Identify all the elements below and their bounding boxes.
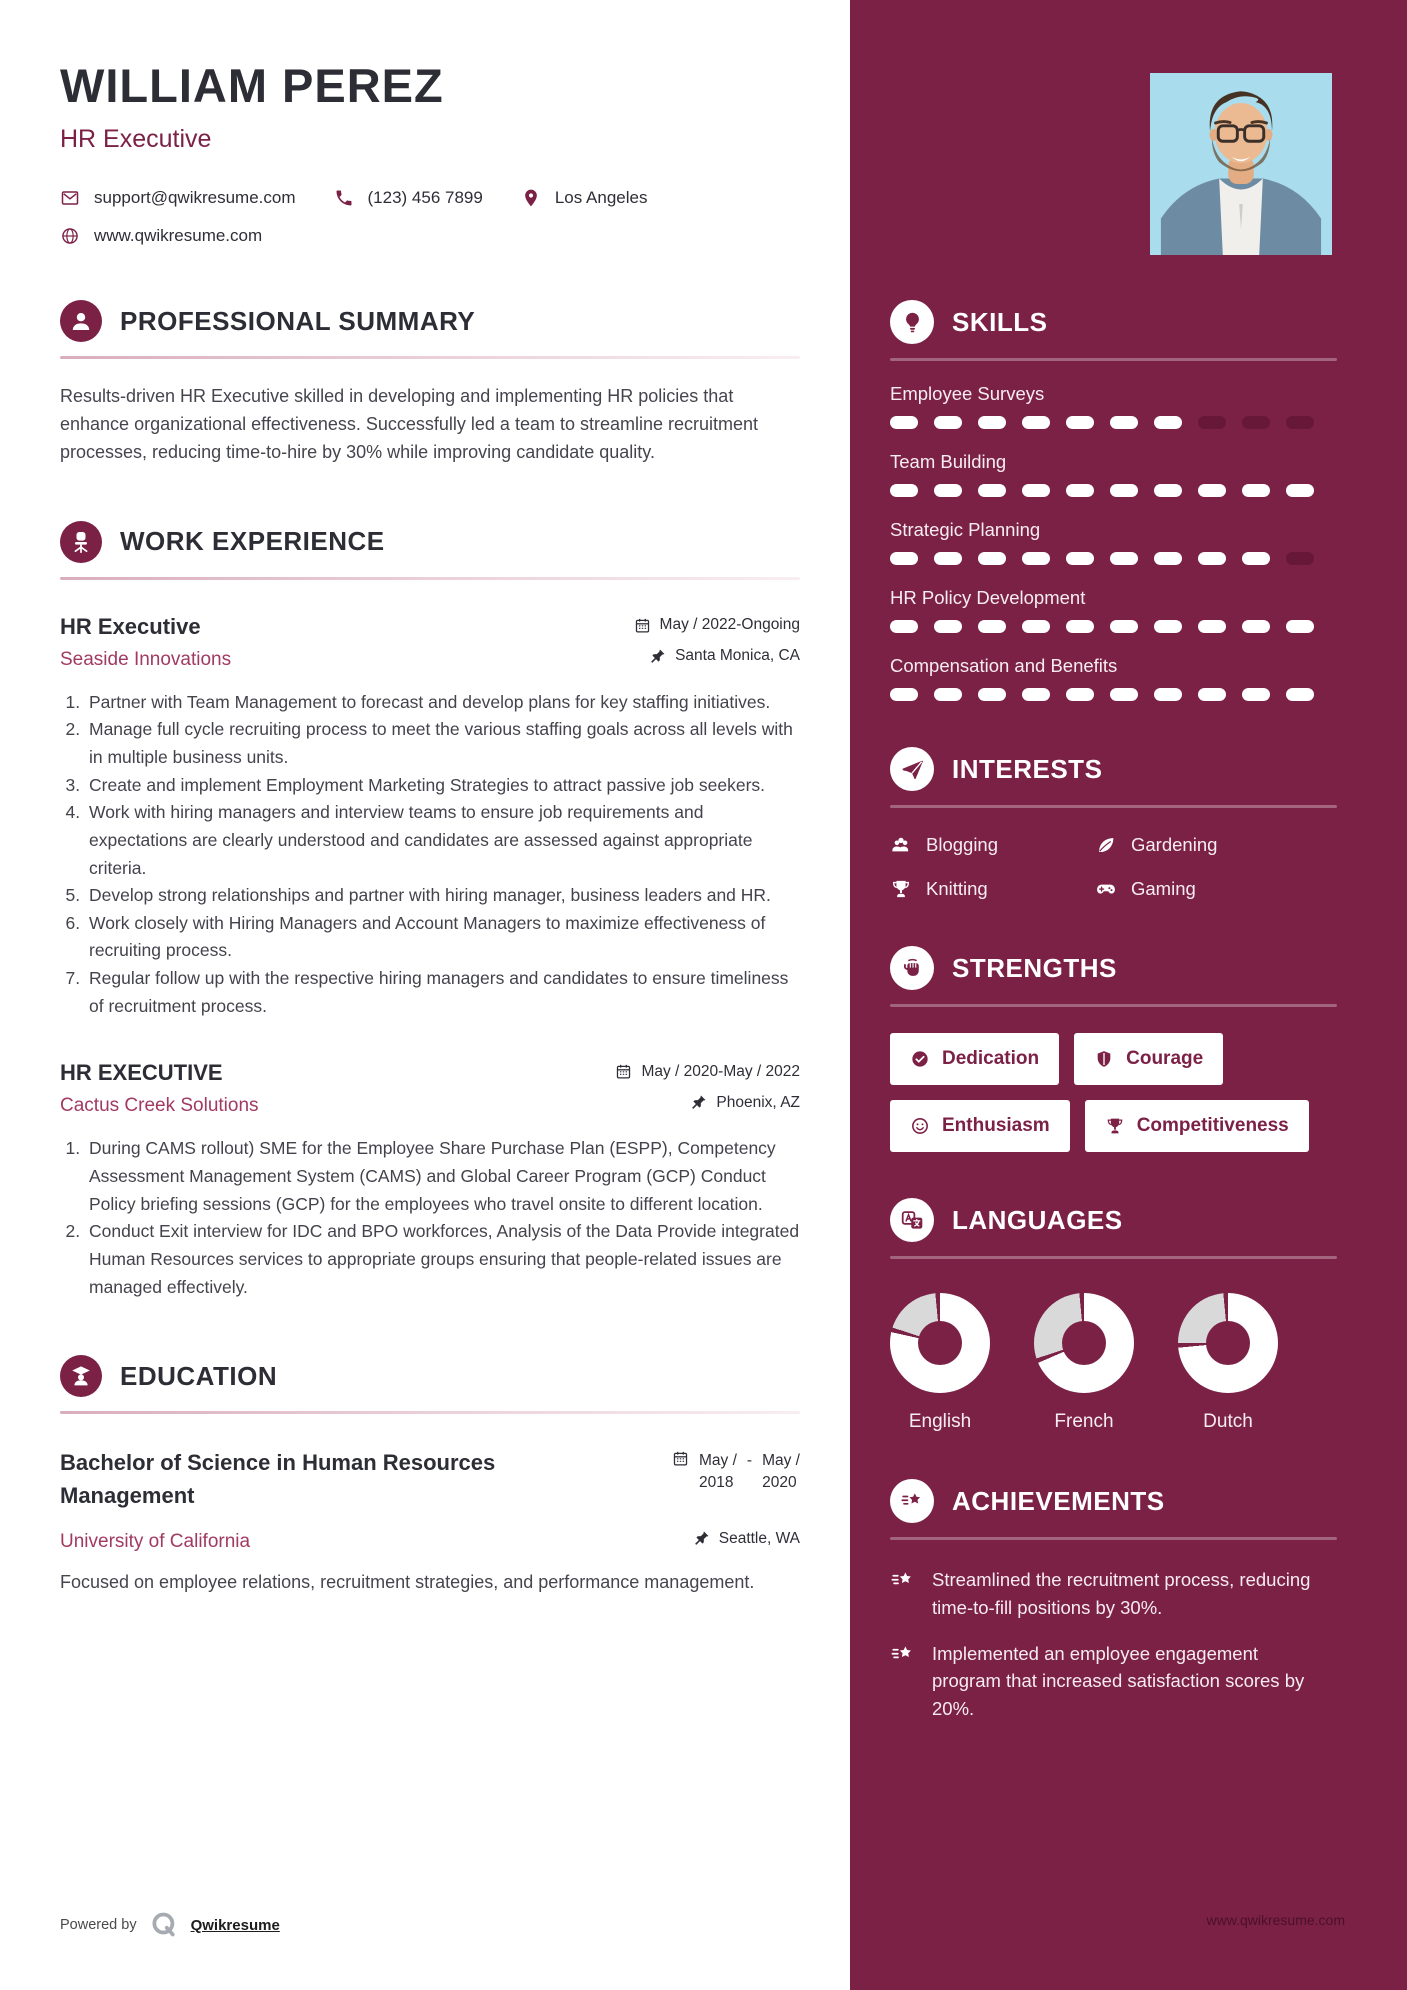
section-title: WORK EXPERIENCE (120, 526, 385, 557)
user-icon (60, 300, 102, 342)
gamepad-icon (1095, 878, 1117, 900)
education-description: Focused on employee relations, recruitment strategies, and performance management. (60, 1572, 755, 1593)
skill-level-dash (1154, 484, 1182, 497)
section-title: INTERESTS (952, 753, 1103, 784)
job-entry (60, 614, 800, 1021)
calendar-icon (672, 1450, 689, 1467)
job-location-text: Santa Monica, CA (675, 647, 800, 665)
interest-label: Gardening (1131, 834, 1218, 855)
skill-level-dash (1242, 620, 1270, 633)
job-bullet: 4. Work with hiring managers and interview teams to ensure job requirements and expectations are clearly understood and candidates are assessed against appropriate criteria. (85, 799, 800, 882)
skill-row (890, 519, 1337, 565)
contact-item-location (521, 188, 648, 208)
job-title: HR EXECUTIVE (60, 1060, 223, 1086)
language-item (1034, 1293, 1134, 1433)
skill-level-dash (1066, 620, 1094, 633)
skill-level-dash (1198, 552, 1226, 565)
job-bullet: 5. Develop strong relationships and partner with hiring manager, business leaders and HR. (85, 882, 800, 910)
summary-text: Results-driven HR Executive skilled in developing and implementing HR policies that enhance organizational effectiveness. Successfully led a team to streamline recruitment processes, reducing time-to-hire by 30% while improving candidate quality. (60, 386, 759, 462)
language-donut (1178, 1293, 1278, 1393)
graduate-icon (60, 1355, 102, 1397)
section-title: EDUCATION (120, 1360, 278, 1391)
job-location-text: Phoenix, AZ (716, 1093, 800, 1111)
sidebar (850, 0, 1407, 1990)
pushpin-icon (649, 648, 666, 665)
skill-level-dash (1022, 552, 1050, 565)
office-chair-icon (60, 521, 102, 563)
section-work-experience (60, 521, 800, 1302)
interest-item (1095, 878, 1337, 900)
skill-level-dash (1154, 416, 1182, 429)
language-label: French (1054, 1411, 1114, 1432)
calendar-icon (634, 617, 651, 634)
skill-label: Compensation and Benefits (890, 655, 1118, 676)
job-entry (60, 1060, 800, 1301)
pushpin-icon (693, 1530, 710, 1547)
qwikresume-logo-icon (149, 1910, 179, 1940)
email-icon (60, 188, 80, 208)
users-icon (890, 834, 912, 856)
contact-item-email (60, 188, 296, 208)
job-location (690, 1094, 800, 1112)
skill-level-dash (890, 484, 918, 497)
section-title: ACHIEVEMENTS (952, 1485, 1165, 1516)
company-name: Seaside Innovations (60, 648, 232, 670)
section-divider (890, 1004, 1337, 1007)
job-date-text: May / 2022-Ongoing (659, 616, 800, 634)
section-professional-summary (60, 300, 800, 467)
skill-level-dash (890, 688, 918, 701)
section-header (60, 521, 800, 563)
skill-label: Employee Surveys (890, 383, 1045, 404)
strength-list (890, 1033, 1337, 1152)
section-divider (890, 805, 1337, 808)
contact-text[interactable]: support@qwikresume.com (94, 188, 296, 207)
skill-level-dash (890, 416, 918, 429)
achievement-text: Streamlined the recruitment process, reducing time-to-fill positions by 30%. (932, 1569, 1311, 1618)
section-title: PROFESSIONAL SUMMARY (120, 305, 476, 336)
achievement-list (890, 1566, 1337, 1723)
skill-level-dash (1110, 688, 1138, 701)
strength-label: Enthusiasm (942, 1115, 1050, 1136)
school-name: University of California (60, 1531, 251, 1553)
skill-row (890, 587, 1337, 633)
language-label: Dutch (1203, 1411, 1253, 1432)
footer (60, 1910, 800, 1990)
trophy-icon (890, 878, 912, 900)
language-donut (1034, 1293, 1134, 1393)
skill-level-dash (1154, 552, 1182, 565)
section-header (60, 300, 800, 342)
language-item (1178, 1293, 1278, 1433)
section-strengths (890, 946, 1337, 1152)
section-title: STRENGTHS (952, 952, 1117, 983)
interest-label: Blogging (926, 834, 999, 855)
website-link[interactable]: www.qwikresume.com (1206, 1912, 1345, 1928)
job-date (634, 616, 800, 634)
section-header (890, 946, 1337, 990)
section-achievements (890, 1479, 1337, 1723)
interest-item (890, 834, 1095, 856)
job-bullet: 7. Regular follow up with the respective hiring managers and candidates to ensure timeliness of recruitment process. (85, 965, 800, 1020)
strength-chip (1074, 1033, 1223, 1085)
skill-level-dash (1066, 688, 1094, 701)
contact-item-phone (334, 188, 483, 208)
section-divider (890, 1537, 1337, 1540)
fist-icon (890, 946, 934, 990)
contact-text: (123) 456 7899 (367, 188, 483, 207)
skill-level-dash (1022, 484, 1050, 497)
leaf-icon (1095, 834, 1117, 856)
section-header (60, 1355, 800, 1397)
person-job-title: HR Executive (60, 125, 212, 153)
skill-level-bar (890, 688, 1337, 701)
skill-level-dash (934, 552, 962, 565)
skill-level-dash (1066, 416, 1094, 429)
section-languages (890, 1198, 1337, 1433)
skill-level-dash (1110, 620, 1138, 633)
skill-level-dash (1286, 484, 1314, 497)
skill-level-dash (1198, 484, 1226, 497)
qwikresume-link[interactable]: Qwikresume (190, 1916, 280, 1934)
skill-level-dash (1242, 484, 1270, 497)
company-name: Cactus Creek Solutions (60, 1095, 259, 1117)
skill-level-dash (1022, 416, 1050, 429)
section-skills (890, 300, 1337, 701)
profile-photo (1150, 73, 1332, 255)
skill-level-dash (1198, 688, 1226, 701)
job-bullet-list (65, 689, 800, 1021)
translate-icon (890, 1198, 934, 1242)
section-divider (60, 356, 800, 359)
skill-row (890, 655, 1337, 701)
strength-chip (890, 1033, 1059, 1085)
skill-level-dash (1198, 620, 1226, 633)
skill-row (890, 383, 1337, 429)
phone-icon (334, 188, 354, 208)
section-divider (890, 1256, 1337, 1259)
skill-level-dash (1110, 552, 1138, 565)
skill-level-dash (1198, 416, 1226, 429)
skill-level-dash (978, 688, 1006, 701)
skill-level-dash (1066, 552, 1094, 565)
skill-level-dash (1286, 416, 1314, 429)
strength-chip (890, 1100, 1070, 1152)
calendar-icon (615, 1063, 632, 1080)
language-list (890, 1293, 1337, 1433)
skill-level-dash (1022, 688, 1050, 701)
skill-level-dash (890, 620, 918, 633)
language-donut (890, 1293, 990, 1393)
paper-plane-icon (890, 747, 934, 791)
skill-level-dash (890, 552, 918, 565)
skill-label: HR Policy Development (890, 587, 1086, 608)
skill-level-dash (1154, 620, 1182, 633)
skill-level-dash (1286, 620, 1314, 633)
skill-level-dash (934, 484, 962, 497)
section-title: LANGUAGES (952, 1204, 1123, 1235)
date-year: 2020 (762, 1473, 797, 1491)
education-entry (60, 1446, 800, 1597)
trophy-icon (1105, 1116, 1125, 1136)
section-header (890, 1479, 1337, 1523)
degree-title: Bachelor of Science in Human Resources Management (60, 1450, 496, 1509)
job-location (649, 647, 800, 665)
job-title: HR Executive (60, 613, 201, 639)
skill-list (890, 383, 1337, 701)
section-divider (60, 1411, 800, 1414)
skill-level-dash (1154, 688, 1182, 701)
skill-level-dash (1286, 552, 1314, 565)
shooting-star-icon (890, 1568, 916, 1594)
section-divider (890, 358, 1337, 361)
section-interests (890, 747, 1337, 900)
achievement-text: Implemented an employee engagement program that increased satisfaction scores by 20%. (932, 1642, 1305, 1719)
job-bullet: 2. Manage full cycle recruiting process to meet the various staffing goals across all levels with in multiple business units. (85, 716, 800, 771)
skill-level-dash (1022, 620, 1050, 633)
skill-level-dash (1066, 484, 1094, 497)
interest-list (890, 834, 1337, 900)
check-circle-icon (910, 1049, 930, 1069)
contact-item-globe (60, 226, 800, 246)
smiley-icon (910, 1116, 930, 1136)
interest-item (1095, 834, 1337, 856)
education-date-from (699, 1450, 737, 1493)
skill-level-dash (934, 688, 962, 701)
skill-level-bar (890, 552, 1337, 565)
language-item (890, 1293, 990, 1433)
skill-level-dash (978, 484, 1006, 497)
skill-level-dash (1110, 416, 1138, 429)
powered-by-label: Powered by (60, 1917, 137, 1933)
skill-level-dash (978, 620, 1006, 633)
education-location (693, 1530, 800, 1548)
job-date (615, 1063, 800, 1081)
shooting-star-icon (890, 1479, 934, 1523)
skill-level-dash (1110, 484, 1138, 497)
job-bullet: 2. Conduct Exit interview for IDC and BPO workforces, Analysis of the Data Provide integrated Human Resources services to appropriate groups ensuring that people-related issues are managed effectively. (85, 1218, 800, 1301)
shooting-star-icon (890, 1642, 916, 1668)
section-header (890, 1198, 1337, 1242)
job-bullet: 1. Partner with Team Management to forecast and develop plans for key staffing initiatives. (85, 689, 800, 717)
achievement-item (890, 1566, 1337, 1622)
education-date (672, 1450, 800, 1493)
skill-level-dash (934, 620, 962, 633)
skill-label: Strategic Planning (890, 519, 1041, 540)
contact-text[interactable]: www.qwikresume.com (94, 226, 263, 245)
pushpin-icon (690, 1094, 707, 1111)
interest-item (890, 878, 1095, 900)
skill-level-dash (978, 552, 1006, 565)
job-bullet: 3. Create and implement Employment Marketing Strategies to attract passive job seekers. (85, 772, 800, 800)
section-header (890, 300, 1337, 344)
section-divider (60, 577, 800, 580)
globe-icon (60, 226, 80, 246)
contact-list (60, 188, 800, 246)
job-bullet: 1. During CAMS rollout) SME for the Employee Share Purchase Plan (ESPP), Competency Assessment Management System (CAMS) and Global Career Program (GCP) Conduct Policy briefing sessions (GCP) for the employees who travel onsite to different location. (85, 1135, 800, 1218)
date-month: May / (762, 1452, 800, 1470)
interest-label: Gaming (1131, 878, 1196, 899)
skill-label: Team Building (890, 451, 1007, 472)
skill-level-dash (934, 416, 962, 429)
date-month: May / (699, 1452, 737, 1470)
skill-row (890, 451, 1337, 497)
section-header (890, 747, 1337, 791)
date-year: 2018 (699, 1473, 734, 1491)
skill-level-dash (1242, 416, 1270, 429)
education-date-to (762, 1450, 800, 1493)
location-icon (521, 188, 541, 208)
strength-label: Dedication (942, 1048, 1040, 1069)
skill-level-dash (1242, 688, 1270, 701)
job-bullet-list (65, 1135, 800, 1301)
person-name: WILLIAM PEREZ (60, 59, 444, 112)
skill-level-dash (1242, 552, 1270, 565)
skill-level-bar (890, 484, 1337, 497)
skill-level-bar (890, 620, 1337, 633)
job-date-text: May / 2020-May / 2022 (641, 1062, 800, 1080)
contact-text: Los Angeles (554, 188, 648, 207)
interest-label: Knitting (926, 878, 988, 899)
strength-label: Courage (1126, 1048, 1204, 1069)
section-title: SKILLS (952, 306, 1048, 337)
strength-chip (1085, 1100, 1309, 1152)
section-education (60, 1355, 800, 1597)
shield-icon (1094, 1049, 1114, 1069)
achievement-item (890, 1640, 1337, 1723)
skill-level-dash (978, 416, 1006, 429)
education-location-text: Seattle, WA (718, 1529, 800, 1547)
job-bullet: 6. Work closely with Hiring Managers and Account Managers to maximize effectiveness of recruiting process. (85, 910, 800, 965)
lightbulb-icon (890, 300, 934, 344)
strength-label: Competitiveness (1136, 1115, 1289, 1136)
date-separator: - (746, 1452, 753, 1470)
language-label: English (908, 1411, 972, 1432)
skill-level-dash (1286, 688, 1314, 701)
skill-level-bar (890, 416, 1337, 429)
